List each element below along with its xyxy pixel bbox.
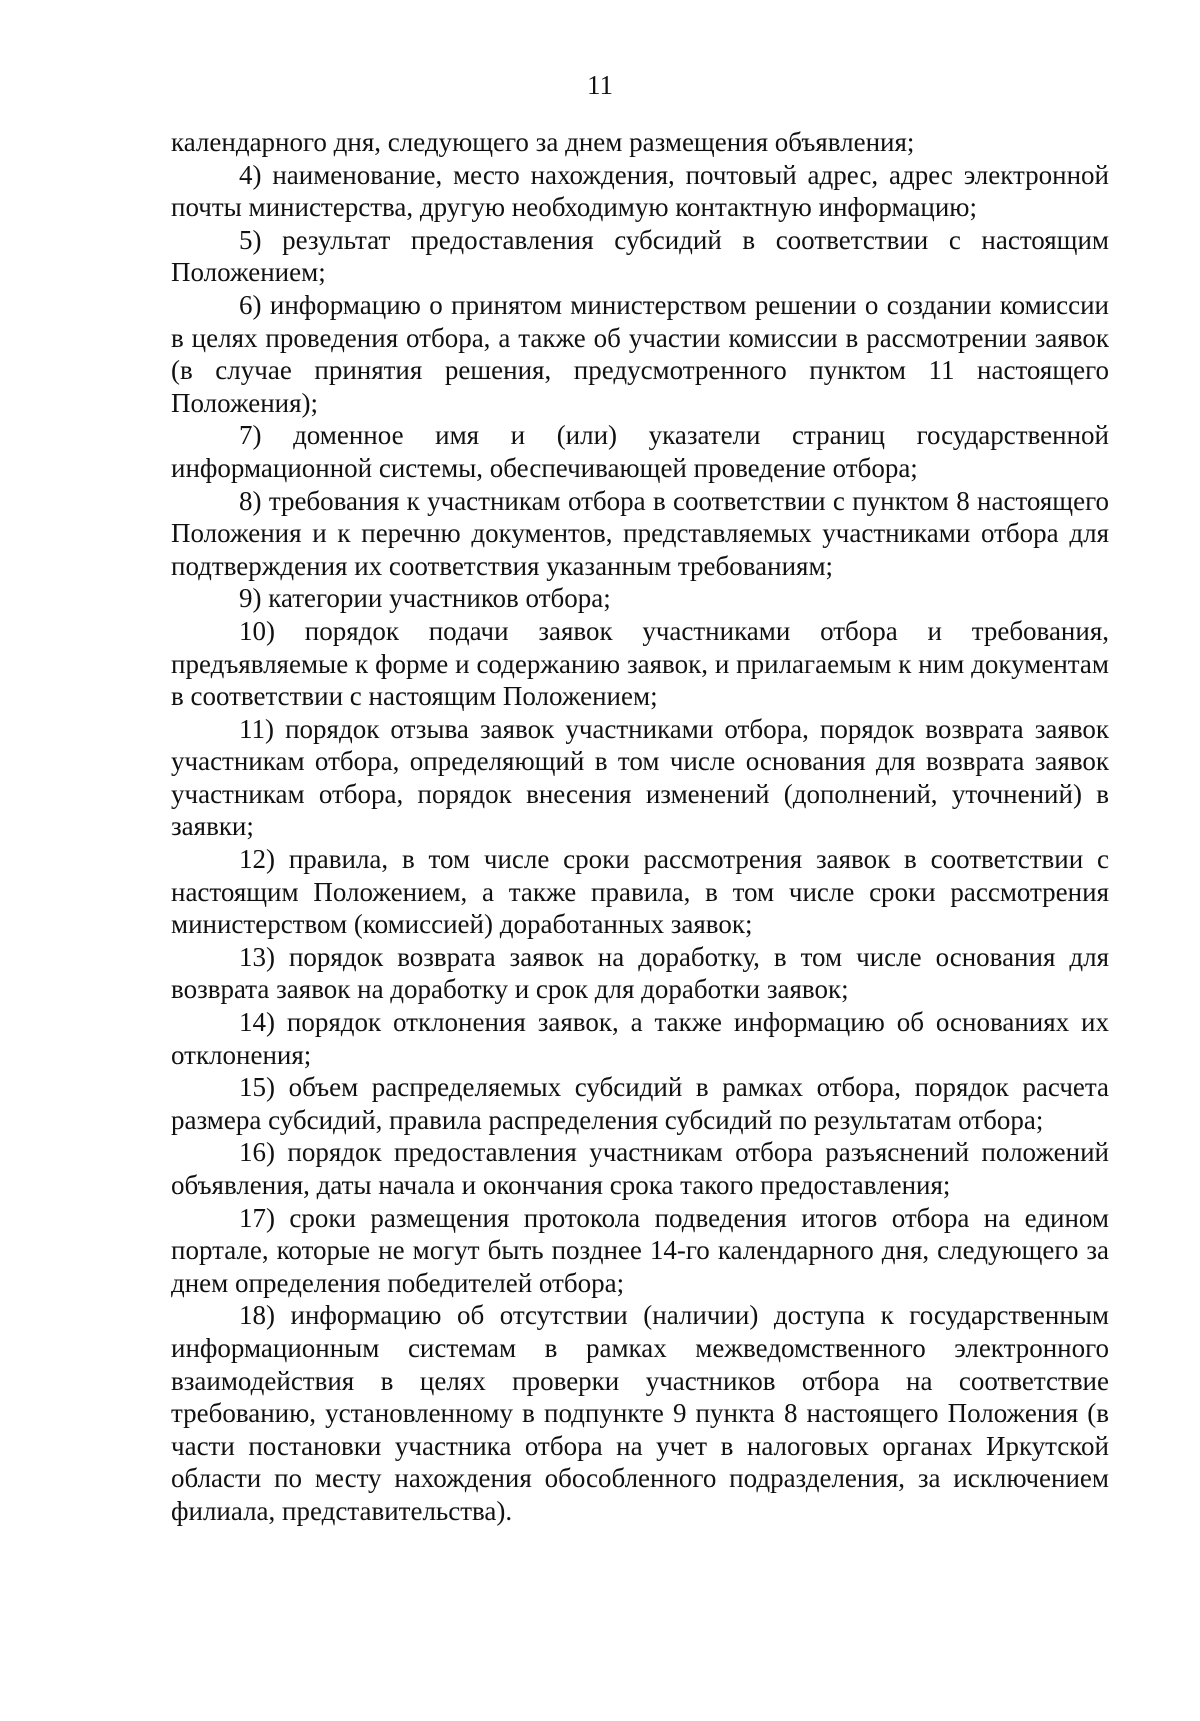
paragraph-item-11: 11) порядок отзыва заявок участниками отбора, порядок возврата заявок участникам отбора, определяющий в том числе основания для возврата заявок участникам отбора, порядок внесения изменений (дополнений, уточнений) в заявки; [171, 713, 1109, 842]
paragraph-item-7: 7) доменное имя и (или) указатели страниц государственной информационной системы, обеспечивающей проведение отбора; [171, 420, 1109, 483]
paragraph-item-13: 13) порядок возврата заявок на доработку, в том числе основания для возврата заявок на доработку и срок для доработки заявок; [171, 941, 1109, 1005]
page-number: 11 [587, 70, 613, 100]
paragraph-item-15: 15) объем распределяемых субсидий в рамках отбора, порядок расчета размера субсидий, правила распределения субсидий по результатам отбора; [171, 1072, 1109, 1135]
paragraph-item-8: 8) требования к участникам отбора в соответствии с пунктом 8 настоящего Положения и к перечню документов, представляемых участниками отбора для подтверждения их соответствия указанным требованиям; [171, 485, 1109, 581]
paragraph-continuation: календарного дня, следующего за днем размещения объявления; [171, 127, 915, 157]
paragraph-item-6: 6) информацию о принятом министерством решении о создании комиссии в целях проведения отбора, а также об участии комиссии в рассмотрении заявок (в случае принятия решения, предусмотренного пунктом 11 настоящего Положения); [171, 289, 1109, 418]
paragraph-item-5: 5) результат предоставления субсидий в соответствии с настоящим Положением; [171, 224, 1109, 288]
paragraph-item-14: 14) порядок отклонения заявок, а также информацию об основаниях их отклонения; [171, 1007, 1109, 1070]
paragraph-item-16: 16) порядок предоставления участникам отбора разъяснений положений объявления, даты начала и окончания срока такого предоставления; [171, 1137, 1109, 1200]
paragraph-item-17: 17) сроки размещения протокола подведения итогов отбора на едином портале, которые не могут быть позднее 14-го календарного дня, следующего за днем определения победителей отбора; [171, 1202, 1109, 1298]
paragraph-item-9: 9) категории участников отбора; [239, 583, 611, 614]
paragraph-item-12: 12) правила, в том числе сроки рассмотрения заявок в соответствии с настоящим Положением, а также правила, в том числе сроки рассмотрения министерством (комиссией) доработанных заявок; [171, 844, 1109, 940]
paragraph-item-4: 4) наименование, место нахождения, почтовый адрес, адрес электронной почты министерства, другую необходимую контактную информацию; [171, 159, 1109, 223]
document-body [171, 126, 1109, 1528]
paragraph-item-10: 10) порядок подачи заявок участниками отбора и требования, предъявляемые к форме и содержанию заявок, и прилагаемым к ним документам в соответствии с настоящим Положением; [171, 615, 1109, 712]
paragraph-item-18: 18) информацию об отсутствии (наличии) доступа к государственным информационным системам в рамках межведомственного электронного взаимодействия в целях проверки участников отбора на соответствие требованию, установленному в подпункте 9 пункта 8 настоящего Положения (в части постановки участника отбора на учет в налоговых органах Иркутской области по месту нахождения обособленного подразделения, за исключением филиала, представительства). [171, 1300, 1109, 1526]
